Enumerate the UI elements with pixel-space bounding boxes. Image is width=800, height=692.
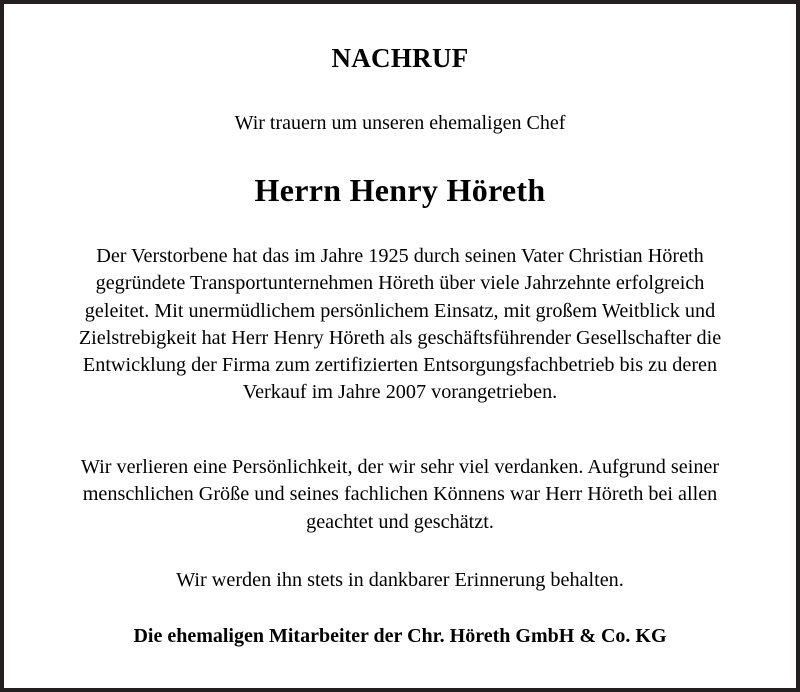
text-line: menschlichen Größe und seines fachlichen Könnens war Herr Höreth bei allen (82, 483, 718, 506)
notice-subtitle: Wir trauern um unseren ehemaligen Chef (234, 112, 566, 134)
text-line: gegründete Transportunternehmen Höreth über viele Jahrzehnte erfolgreich (95, 272, 705, 295)
paragraph-biography (34, 243, 766, 407)
text-line: Der Verstorbene hat das im Jahre 1925 durch seinen Vater Christian Höreth (96, 245, 704, 267)
deceased-name: Herrn Henry Höreth (254, 172, 546, 208)
text-line: Entwicklung der Firma zum zertifizierten Entsorgungsfachbetrieb bis zu deren (82, 354, 718, 377)
text-line: Verkauf im Jahre 2007 vorangetrieben. (242, 381, 558, 404)
notice-title: NACHRUF (331, 43, 469, 73)
text-line: Wir verlieren eine Persönlichkeit, der wir sehr viel verdanken. Aufgrund seiner (80, 456, 720, 478)
paragraph-tribute (34, 454, 766, 536)
text-line: geleitet. Mit unermüdlichem persönlichem Einsatz, mit großem Weitblick und (84, 299, 716, 322)
signature: Die ehemaligen Mitarbeiter der Chr. Höreth GmbH & Co. KG (133, 625, 667, 647)
text-line: geachtet und geschätzt. (306, 510, 494, 533)
closing-line: Wir werden ihn stets in dankbarer Erinnerung behalten. (176, 569, 624, 591)
text-line: Zielstrebigkeit hat Herr Henry Höreth als geschäftsführender Gesellschafter die (78, 326, 722, 349)
